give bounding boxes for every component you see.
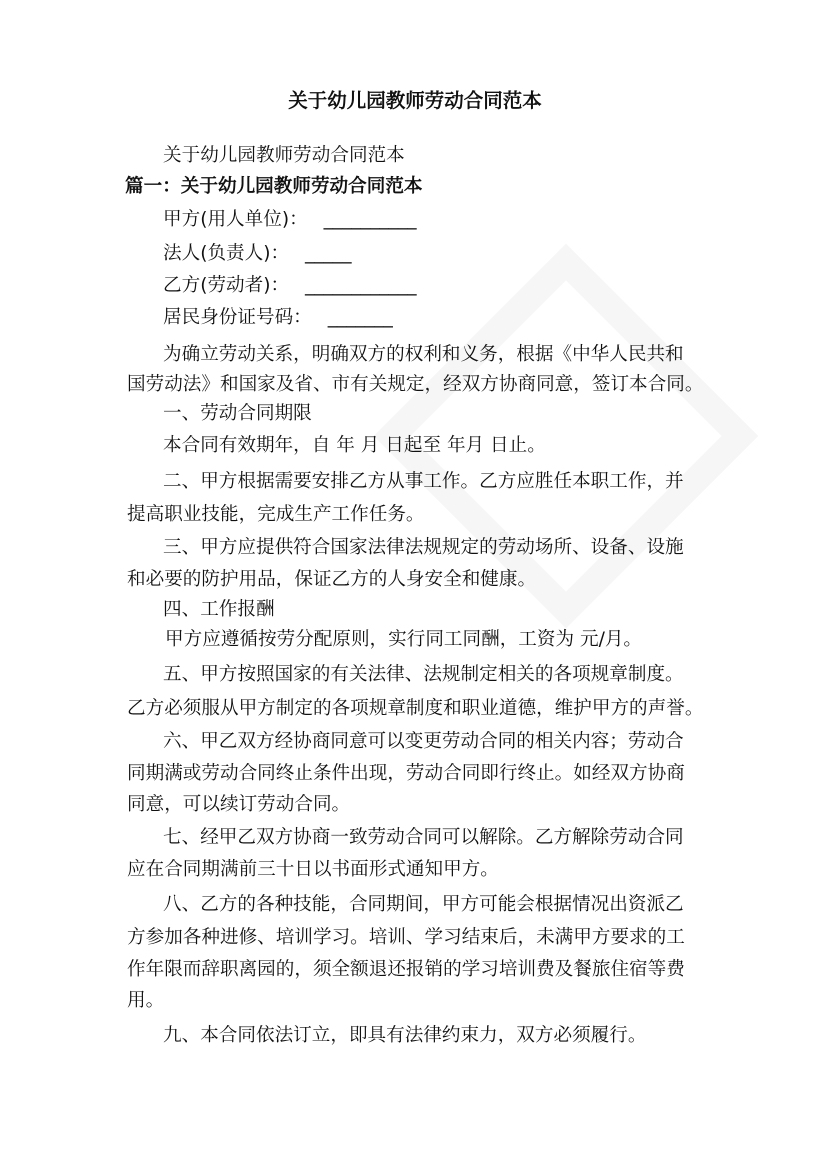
field-id-number bbox=[163, 307, 393, 329]
section-heading: 篇一：关于幼儿园教师劳动合同范本 bbox=[125, 176, 423, 197]
body-line: 提高职业技能，完成生产工作任务。 bbox=[127, 504, 425, 525]
body-line: 乙方必须服从甲方制定的各项规章制度和职业道德，维护甲方的声誉。 bbox=[127, 698, 704, 719]
field-label: 甲方(用人单位)： bbox=[163, 209, 308, 230]
body-line: 应在合同期满前三十日以书面形式通知甲方。 bbox=[127, 859, 499, 880]
field-blank: ____________ bbox=[305, 275, 417, 296]
clause-heading: 四、工作报酬 bbox=[163, 599, 275, 620]
document-title: 关于幼儿园教师劳动合同范本 bbox=[288, 89, 542, 112]
field-legal-rep bbox=[163, 243, 351, 265]
body-line: 同意，可以续订劳动合同。 bbox=[127, 794, 351, 815]
field-label: 乙方(劳动者)： bbox=[163, 275, 290, 296]
body-line: 同期满或劳动合同终止条件出现，劳动合同即行终止。如经双方协商 bbox=[127, 763, 685, 784]
body-line: 和必要的防护用品，保证乙方的人身安全和健康。 bbox=[127, 569, 537, 590]
field-blank: __________ bbox=[323, 209, 417, 230]
body-line: 甲方应遵循按劳分配原则，实行同工同酬，工资为 元/月。 bbox=[165, 629, 643, 650]
subtitle: 关于幼儿园教师劳动合同范本 bbox=[163, 145, 405, 166]
body-line: 方参加各种进修、培训学习。培训、学习结束后，未满甲方要求的工 bbox=[127, 927, 685, 948]
body-line: 用。 bbox=[127, 990, 165, 1011]
body-line: 二、甲方根据需要安排乙方从事工作。乙方应胜任本职工作，并 bbox=[163, 471, 684, 492]
body-line: 八、乙方的各种技能，合同期间，甲方可能会根据情况出资派乙 bbox=[163, 894, 684, 915]
field-blank: _____ bbox=[305, 243, 352, 264]
field-label: 法人(负责人)： bbox=[163, 243, 290, 264]
body-line: 本合同有效期年，自 年 月 日起至 年月 日止。 bbox=[163, 435, 546, 456]
body-line: 作年限而辞职离园的，须全额退还报销的学习培训费及餐旅住宿等费 bbox=[127, 959, 685, 980]
body-line: 为确立劳动关系，明确双方的权利和义务，根据《中华人民共和 bbox=[163, 344, 684, 365]
body-line: 国劳动法》和国家及省、市有关规定，经双方协商同意，签订本合同。 bbox=[127, 374, 704, 395]
field-party-b bbox=[163, 275, 417, 297]
body-line: 六、甲乙双方经协商同意可以变更劳动合同的相关内容；劳动合 bbox=[163, 731, 684, 752]
field-party-a bbox=[163, 209, 417, 231]
clause-heading: 一、劳动合同期限 bbox=[163, 403, 312, 424]
body-line: 三、甲方应提供符合国家法律法规规定的劳动场所、设备、设施 bbox=[163, 537, 684, 558]
body-line: 九、本合同依法订立，即具有法律约束力，双方必须履行。 bbox=[163, 1025, 647, 1046]
field-label: 居民身份证号码： bbox=[163, 307, 312, 328]
body-line: 五、甲方按照国家的有关法律、法规制定相关的各项规章制度。 bbox=[163, 664, 684, 685]
body-line: 七、经甲乙双方协商一致劳动合同可以解除。乙方解除劳动合同 bbox=[163, 827, 684, 848]
field-blank: _______ bbox=[327, 307, 393, 328]
